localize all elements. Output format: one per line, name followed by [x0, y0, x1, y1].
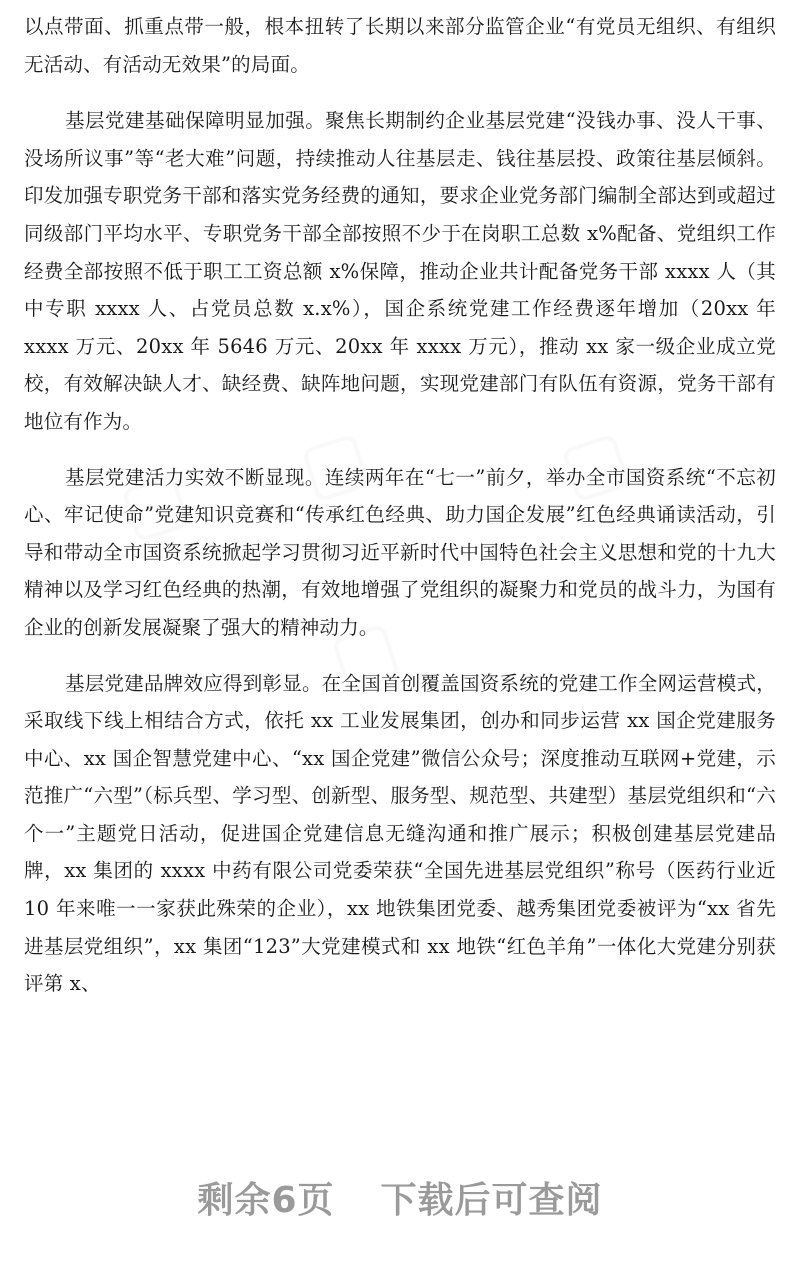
download-hint-label: 下载后可查阅	[380, 1180, 603, 1221]
watermark-logo: ▢	[318, 601, 410, 703]
paragraph-basic-guarantee: 基层党建基础保障明显加强。聚焦长期制约企业基层党建“没钱办事、没人干事、没场所议事”等“老大难”问题，持续推动人往基层走、钱往基层投、政策往基层倾斜。印发加强专职党务干部和落实党务经费的通知，要求企业党务部门编制全部达到或超过同级部门平均水平、专职党务干部全部按照不少于在岗职工总数 x%配备、党组织工作经费全部按照不低于职工工资总额 x%保障，推动企业共计配备党务干部 xxxx 人（其中专职 xxxx 人、占党员总数 x.x%），国企系统党建工作经费逐年增加（20xx 年 xxxx 万元、20xx 年 5646 万元、20xx 年 xxxx 万元），推动 xx 家一级企业成立党校，有效解决缺人才、缺经费、缺阵地问题，实现党建部门有队伍有资源，党务干部有地位有作为。	[24, 109, 776, 433]
remaining-pages-banner[interactable]	[0, 1172, 800, 1223]
remaining-pages-label: 剩余6页	[197, 1180, 335, 1221]
watermark-logo: ▢	[288, 411, 380, 513]
document-body	[24, 8, 776, 1003]
paragraph-continuation: 以点带面、抓重点带一般，根本扭转了长期以来部分监管企业“有党员无组织、有组织无活动、有活动无效果”的局面。	[24, 15, 776, 76]
paragraph-vitality: 基层党建活力实效不断显现。连续两年在“七一”前夕，举办全市国资系统“不忘初心、牢记使命”党建知识竞赛和“传承红色经典、助力国企发展”红色经典诵读活动，引导和带动全市国资系统掀起学习贯彻习近平新时代中国特色社会主义思想和党的十九大精神以及学习红色经典的热潮，有效地增强了党组织的凝聚力和党员的战斗力，为国有企业的创新发展凝聚了强大的精神动力。	[24, 465, 776, 639]
watermark-logo: ▢	[548, 411, 640, 513]
watermark-logo: ▢	[108, 451, 200, 553]
paragraph-brand-effect: 基层党建品牌效应得到彰显。在全国首创覆盖国资系统的党建工作全网运营模式，采取线下线上相结合方式，依托 xx 工业发展集团，创办和同步运营 xx 国企党建服务中心、xx 国企智慧党建中心、“xx 国企党建”微信公众号；深度推动互联网+党建，示范推广“六型”（标兵型、学习型、创新型、服务型、规范型、共建型）基层党组织和“六个一”主题党日活动，促进国企党建信息无缝沟通和推广展示；积极创建基层党建品牌，xx 集团的 xxxx 中药有限公司党委荣获“全国先进基层党组织”称号（医药行业近 10 年来唯一一家获此殊荣的企业），xx 地铁集团党委、越秀集团党委被评为“xx 省先进基层党组织”，xx 集团“123”大党建模式和 xx 地铁“红色羊角”一体化大党建分别获评第 x、	[24, 671, 776, 996]
